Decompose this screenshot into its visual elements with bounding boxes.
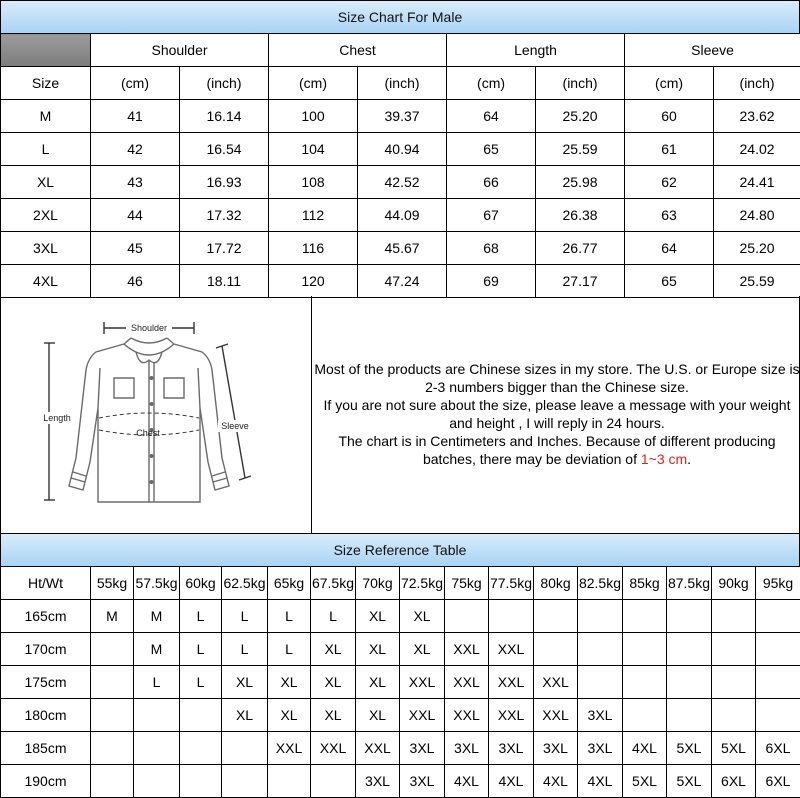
sleeve-cm-cell: 60 <box>625 100 714 133</box>
recommended-size-cell <box>91 732 134 765</box>
recommended-size-cell <box>578 600 623 633</box>
weight-header: 80kg <box>534 567 578 600</box>
recommended-size-cell: 3XL <box>400 732 445 765</box>
ht-wt-corner: Ht/Wt <box>1 567 91 600</box>
sleeve-label: Sleeve <box>221 421 249 431</box>
note-line-2: If you are not sure about the size, please leave a message with your weight and height , I will reply in 24 hours. <box>313 396 800 432</box>
unit-header-row <box>1 67 800 100</box>
height-label: 175cm <box>1 666 91 699</box>
recommended-size-cell: XL <box>222 666 268 699</box>
recommended-size-cell: XXL <box>268 732 311 765</box>
size-cell: 3XL <box>1 232 91 265</box>
shoulder-inch-cell: 18.11 <box>180 265 269 298</box>
recommended-size-cell <box>134 732 180 765</box>
length-cm-cell: 67 <box>447 199 536 232</box>
recommended-size-cell <box>222 765 268 798</box>
recommended-size-cell: XL <box>222 699 268 732</box>
recommended-size-cell <box>623 666 667 699</box>
weight-header: 85kg <box>623 567 667 600</box>
chest-cm-cell: 104 <box>269 133 358 166</box>
recommended-size-cell: 5XL <box>623 765 667 798</box>
recommended-size-cell: XL <box>400 600 445 633</box>
chest-cm-cell: 108 <box>269 166 358 199</box>
height-row <box>1 732 800 765</box>
height-label: 170cm <box>1 633 91 666</box>
header-length: Length <box>447 34 625 67</box>
recommended-size-cell <box>134 699 180 732</box>
length-label: Length <box>43 413 71 423</box>
size-cell: M <box>1 100 91 133</box>
recommended-size-cell: XXL <box>400 666 445 699</box>
recommended-size-cell <box>91 765 134 798</box>
recommended-size-cell: L <box>180 600 222 633</box>
corner-cell <box>1 34 91 67</box>
note-line-3-end: . <box>687 451 691 467</box>
unit-cell: (inch) <box>536 67 625 100</box>
unit-cell: (cm) <box>269 67 358 100</box>
recommended-size-cell: XL <box>268 666 311 699</box>
recommended-size-cell: 3XL <box>356 765 400 798</box>
height-row <box>1 666 800 699</box>
info-section <box>0 296 800 534</box>
recommended-size-cell: 5XL <box>667 732 712 765</box>
recommended-size-cell: 5XL <box>667 765 712 798</box>
size-cell: 2XL <box>1 199 91 232</box>
deviation-highlight: 1~3 cm <box>641 451 687 467</box>
shoulder-inch-cell: 16.54 <box>180 133 269 166</box>
recommended-size-cell <box>91 666 134 699</box>
shoulder-cm-cell: 41 <box>91 100 180 133</box>
weight-header: 62.5kg <box>222 567 268 600</box>
shoulder-inch-cell: 16.93 <box>180 166 269 199</box>
recommended-size-cell: XXL <box>445 666 489 699</box>
header-sleeve: Sleeve <box>625 34 800 67</box>
shirt-diagram <box>36 308 266 513</box>
recommended-size-cell <box>180 699 222 732</box>
header-chest: Chest <box>269 34 447 67</box>
weight-header: 55kg <box>91 567 134 600</box>
recommended-size-cell <box>578 666 623 699</box>
recommended-size-cell <box>667 699 712 732</box>
chest-inch-cell: 45.67 <box>358 232 447 265</box>
recommended-size-cell: L <box>268 633 311 666</box>
measure-header-row <box>1 34 800 67</box>
recommended-size-cell <box>180 765 222 798</box>
chest-cm-cell: 116 <box>269 232 358 265</box>
recommended-size-cell: 6XL <box>756 765 800 798</box>
shoulder-label: Shoulder <box>131 323 167 333</box>
weight-header: 72.5kg <box>400 567 445 600</box>
size-cell: XL <box>1 166 91 199</box>
size-note <box>313 360 800 468</box>
recommended-size-cell: 3XL <box>578 699 623 732</box>
recommended-size-cell <box>534 633 578 666</box>
height-row <box>1 600 800 633</box>
sleeve-cm-cell: 61 <box>625 133 714 166</box>
length-cm-cell: 68 <box>447 232 536 265</box>
weight-header: 60kg <box>180 567 222 600</box>
unit-cell: (cm) <box>625 67 714 100</box>
recommended-size-cell <box>91 633 134 666</box>
recommended-size-cell: M <box>134 633 180 666</box>
recommended-size-cell <box>667 666 712 699</box>
sleeve-cm-cell: 64 <box>625 232 714 265</box>
shoulder-inch-cell: 17.32 <box>180 199 269 232</box>
weight-header: 57.5kg <box>134 567 180 600</box>
chest-inch-cell: 40.94 <box>358 133 447 166</box>
recommended-size-cell: XL <box>311 666 356 699</box>
recommended-size-cell <box>667 600 712 633</box>
recommended-size-cell <box>445 600 489 633</box>
recommended-size-cell <box>712 666 756 699</box>
weight-header: 77.5kg <box>489 567 534 600</box>
length-inch-cell: 25.59 <box>536 133 625 166</box>
recommended-size-cell: XXL <box>534 699 578 732</box>
length-inch-cell: 25.20 <box>536 100 625 133</box>
recommended-size-cell: XXL <box>534 666 578 699</box>
recommended-size-cell: XXL <box>356 732 400 765</box>
recommended-size-cell <box>91 699 134 732</box>
note-line-3 <box>313 432 800 468</box>
recommended-size-cell <box>134 765 180 798</box>
chest-cm-cell: 112 <box>269 199 358 232</box>
header-shoulder: Shoulder <box>91 34 269 67</box>
chest-cm-cell: 100 <box>269 100 358 133</box>
recommended-size-cell: 4XL <box>578 765 623 798</box>
sleeve-cm-cell: 62 <box>625 166 714 199</box>
weight-header: 87.5kg <box>667 567 712 600</box>
length-inch-cell: 26.38 <box>536 199 625 232</box>
recommended-size-cell: 4XL <box>534 765 578 798</box>
weight-header: 82.5kg <box>578 567 623 600</box>
unit-cell: (cm) <box>91 67 180 100</box>
recommended-size-cell <box>712 699 756 732</box>
weight-header: 70kg <box>356 567 400 600</box>
recommended-size-cell: XL <box>356 699 400 732</box>
recommended-size-cell: 3XL <box>400 765 445 798</box>
unit-cell: Size <box>1 67 91 100</box>
height-row <box>1 699 800 732</box>
size-row <box>1 100 800 133</box>
length-inch-cell: 27.17 <box>536 265 625 298</box>
sleeve-inch-cell: 25.20 <box>714 232 800 265</box>
size-row <box>1 166 800 199</box>
recommended-size-cell: 6XL <box>756 732 800 765</box>
length-cm-cell: 66 <box>447 166 536 199</box>
unit-cell: (inch) <box>180 67 269 100</box>
recommended-size-cell: M <box>134 600 180 633</box>
sleeve-cm-cell: 63 <box>625 199 714 232</box>
recommended-size-cell: XXL <box>489 666 534 699</box>
height-label: 190cm <box>1 765 91 798</box>
shoulder-inch-cell: 16.14 <box>180 100 269 133</box>
sleeve-cm-cell: 65 <box>625 265 714 298</box>
shoulder-inch-cell: 17.72 <box>180 232 269 265</box>
recommended-size-cell: 4XL <box>489 765 534 798</box>
recommended-size-cell <box>623 699 667 732</box>
recommended-size-cell <box>489 600 534 633</box>
chest-inch-cell: 44.09 <box>358 199 447 232</box>
sleeve-inch-cell: 24.41 <box>714 166 800 199</box>
height-row <box>1 765 800 798</box>
recommended-size-cell <box>756 666 800 699</box>
size-row <box>1 265 800 298</box>
recommended-size-cell: XXL <box>311 732 356 765</box>
shoulder-cm-cell: 42 <box>91 133 180 166</box>
length-cm-cell: 69 <box>447 265 536 298</box>
recommended-size-cell: L <box>180 633 222 666</box>
recommended-size-cell: M <box>91 600 134 633</box>
size-cell: L <box>1 133 91 166</box>
recommended-size-cell: L <box>311 600 356 633</box>
recommended-size-cell: 3XL <box>578 732 623 765</box>
recommended-size-cell: XL <box>268 699 311 732</box>
height-label: 185cm <box>1 732 91 765</box>
recommended-size-cell: XXL <box>489 633 534 666</box>
recommended-size-cell: L <box>222 633 268 666</box>
length-inch-cell: 26.77 <box>536 232 625 265</box>
chest-inch-cell: 39.37 <box>358 100 447 133</box>
weight-header: 75kg <box>445 567 489 600</box>
recommended-size-cell <box>623 600 667 633</box>
shoulder-cm-cell: 43 <box>91 166 180 199</box>
size-row <box>1 232 800 265</box>
weight-header: 65kg <box>268 567 311 600</box>
chest-inch-cell: 47.24 <box>358 265 447 298</box>
sleeve-inch-cell: 23.62 <box>714 100 800 133</box>
recommended-size-cell: L <box>134 666 180 699</box>
weight-header: 95kg <box>756 567 800 600</box>
recommended-size-cell <box>534 600 578 633</box>
recommended-size-cell: L <box>180 666 222 699</box>
recommended-size-cell <box>756 633 800 666</box>
recommended-size-cell: XL <box>356 600 400 633</box>
length-cm-cell: 65 <box>447 133 536 166</box>
recommended-size-cell: 3XL <box>534 732 578 765</box>
size-cell: 4XL <box>1 265 91 298</box>
recommended-size-cell <box>667 633 712 666</box>
weight-header: 67.5kg <box>311 567 356 600</box>
sleeve-inch-cell: 24.80 <box>714 199 800 232</box>
weight-header: 90kg <box>712 567 756 600</box>
recommended-size-cell <box>180 732 222 765</box>
recommended-size-cell: 4XL <box>623 732 667 765</box>
recommended-size-cell: XXL <box>445 699 489 732</box>
sleeve-inch-cell: 24.02 <box>714 133 800 166</box>
recommended-size-cell: XXL <box>489 699 534 732</box>
recommended-size-cell: XL <box>356 666 400 699</box>
recommended-size-cell: 5XL <box>712 732 756 765</box>
recommended-size-cell <box>311 765 356 798</box>
unit-cell: (inch) <box>714 67 800 100</box>
recommended-size-cell <box>712 633 756 666</box>
note-line-3-text: The chart is in Centimeters and Inches. Because of different producing batches, there may be deviation of <box>338 433 775 467</box>
height-label: 165cm <box>1 600 91 633</box>
length-cm-cell: 64 <box>447 100 536 133</box>
unit-cell: (inch) <box>358 67 447 100</box>
recommended-size-cell <box>756 699 800 732</box>
shoulder-cm-cell: 44 <box>91 199 180 232</box>
recommended-size-cell: XXL <box>445 633 489 666</box>
shoulder-cm-cell: 46 <box>91 265 180 298</box>
recommended-size-cell <box>756 600 800 633</box>
chest-cm-cell: 120 <box>269 265 358 298</box>
recommended-size-cell <box>268 765 311 798</box>
recommended-size-cell: XL <box>400 633 445 666</box>
unit-cell: (cm) <box>447 67 536 100</box>
recommended-size-cell: XXL <box>400 699 445 732</box>
reference-table-title: Size Reference Table <box>0 533 800 567</box>
recommended-size-cell: L <box>268 600 311 633</box>
recommended-size-cell: XL <box>356 633 400 666</box>
height-row <box>1 633 800 666</box>
section-divider <box>311 296 312 533</box>
recommended-size-cell: XL <box>311 699 356 732</box>
recommended-size-cell <box>623 633 667 666</box>
recommended-size-cell: XL <box>311 633 356 666</box>
sleeve-inch-cell: 25.59 <box>714 265 800 298</box>
chest-label: Chest <box>136 428 160 438</box>
size-row <box>1 133 800 166</box>
recommended-size-cell: L <box>222 600 268 633</box>
recommended-size-cell <box>712 600 756 633</box>
recommended-size-cell: 3XL <box>489 732 534 765</box>
recommended-size-cell: 3XL <box>445 732 489 765</box>
recommended-size-cell <box>578 633 623 666</box>
size-chart-table <box>0 33 800 298</box>
size-chart-title: Size Chart For Male <box>0 0 800 34</box>
recommended-size-cell: 6XL <box>712 765 756 798</box>
height-label: 180cm <box>1 699 91 732</box>
length-inch-cell: 25.98 <box>536 166 625 199</box>
size-row <box>1 199 800 232</box>
recommended-size-cell <box>222 732 268 765</box>
recommended-size-cell: 4XL <box>445 765 489 798</box>
weight-header-row <box>1 567 800 600</box>
size-reference-table <box>0 566 800 798</box>
note-line-1: Most of the products are Chinese sizes in my store. The U.S. or Europe size is 2-3 numbers bigger than the Chinese size. <box>313 360 800 396</box>
chest-inch-cell: 42.52 <box>358 166 447 199</box>
shoulder-cm-cell: 45 <box>91 232 180 265</box>
